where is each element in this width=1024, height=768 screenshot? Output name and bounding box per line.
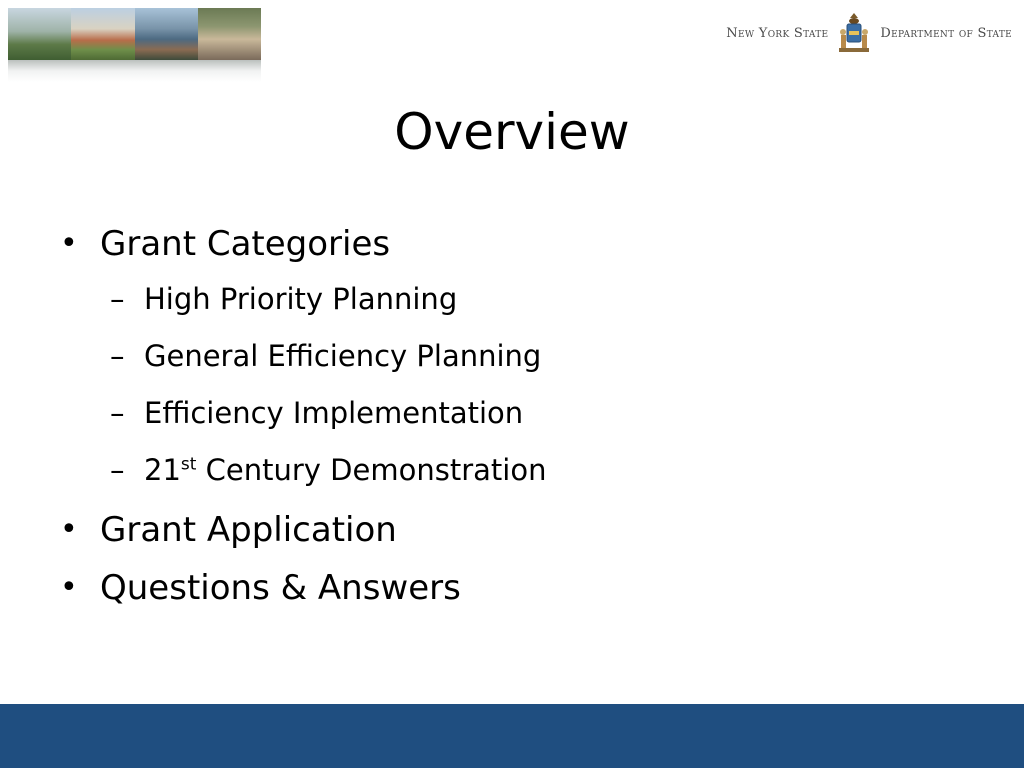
street-photo — [198, 8, 261, 60]
courthouse-photo — [71, 8, 134, 60]
sub-bullet-text: Efficiency Implementation — [144, 396, 524, 430]
bullet-item — [60, 506, 960, 554]
bullet-text: Questions & Answers — [100, 568, 461, 608]
canal-photo — [135, 8, 198, 60]
ordinal-number: 21 — [144, 453, 181, 487]
sub-bullet-item — [110, 278, 960, 320]
sub-bullet-glyph: – — [110, 339, 125, 373]
slide-title: Overview — [394, 103, 630, 161]
new-york-state-seal-icon — [834, 11, 874, 55]
logo-left-text: New York State — [726, 25, 829, 41]
sub-bullet-glyph: – — [110, 453, 125, 487]
sub-bullet-text — [144, 453, 546, 487]
bullet-glyph: • — [60, 226, 78, 261]
logo-right-text: Department of State — [880, 25, 1012, 41]
bullet-list — [60, 220, 960, 622]
bullet-text: Grant Categories — [100, 224, 391, 264]
bullet-item — [60, 220, 960, 268]
bullet-text: Grant Application — [100, 510, 397, 550]
sub-bullet-text: General Efficiency Planning — [144, 339, 542, 373]
sub-bullet-item — [110, 449, 960, 491]
lake-photo — [8, 8, 71, 60]
ordinal-suffix: st — [180, 454, 197, 475]
footer-bar — [0, 704, 1024, 768]
bullet-item — [60, 564, 960, 612]
sub-bullet-item — [110, 335, 960, 377]
header-photo-strip — [8, 8, 261, 60]
sub-bullet-glyph: – — [110, 282, 125, 316]
bullet-glyph: • — [60, 512, 78, 547]
sub-bullet-remainder: Century Demonstration — [196, 453, 547, 487]
sub-bullet-text: High Priority Planning — [144, 282, 458, 316]
nys-department-of-state-logo — [726, 8, 1012, 58]
photo-strip-reflection — [8, 60, 261, 82]
bullet-glyph: • — [60, 570, 78, 605]
sub-bullet-glyph: – — [110, 396, 125, 430]
sub-bullet-list — [110, 278, 960, 491]
sub-bullet-item — [110, 392, 960, 434]
